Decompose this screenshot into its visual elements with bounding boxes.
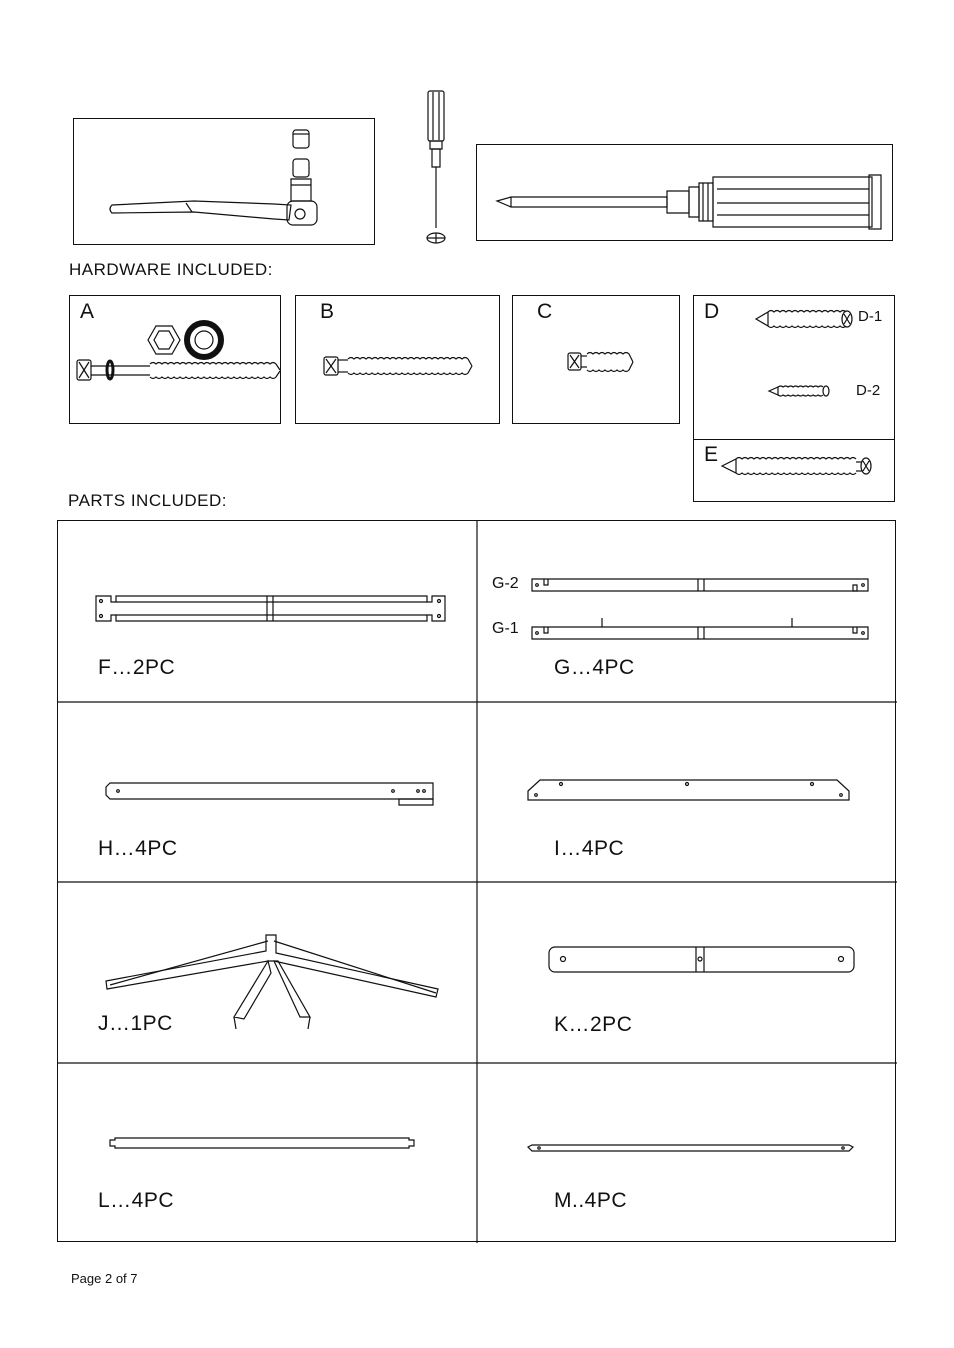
part-label-m: M..4PC bbox=[554, 1189, 628, 1212]
part-label-f: F…2PC bbox=[98, 656, 176, 679]
tool-box-screwdriver bbox=[476, 144, 893, 241]
bolt-c-icon bbox=[513, 296, 681, 425]
hardware-box-b bbox=[295, 295, 500, 424]
hardware-heading: HARDWARE INCLUDED: bbox=[69, 260, 273, 279]
bolt-with-nut-and-washer-icon bbox=[70, 296, 282, 425]
part-label-i: I…4PC bbox=[554, 837, 625, 860]
hardware-letter-a: A bbox=[80, 300, 95, 323]
page-number: Page 2 of 7 bbox=[71, 1271, 138, 1286]
part-label-k: K…2PC bbox=[554, 1013, 633, 1036]
part-sub-g1: G-1 bbox=[492, 620, 519, 637]
part-label-h: H…4PC bbox=[98, 837, 178, 860]
hardware-box-a bbox=[69, 295, 281, 424]
wood-screws-d-icon bbox=[694, 296, 896, 441]
hardware-letter-e: E bbox=[704, 443, 719, 466]
parts-heading: PARTS INCLUDED: bbox=[68, 491, 227, 510]
part-label-l: L…4PC bbox=[98, 1189, 175, 1212]
part-m-rod-icon bbox=[58, 521, 897, 1243]
wood-screw-e-icon bbox=[694, 440, 896, 503]
part-label-j: J…1PC bbox=[98, 1012, 173, 1035]
hardware-sub-d2: D-2 bbox=[856, 382, 881, 399]
hardware-box-c bbox=[512, 295, 680, 424]
part-label-g: G…4PC bbox=[554, 656, 635, 679]
parts-grid bbox=[57, 520, 896, 1242]
hardware-sub-d1: D-1 bbox=[858, 308, 883, 325]
bolt-b-icon bbox=[296, 296, 501, 425]
part-sub-g2: G-2 bbox=[492, 575, 519, 592]
hardware-letter-b: B bbox=[320, 300, 335, 323]
screwdriver-large-icon bbox=[477, 145, 894, 242]
hardware-box-d bbox=[693, 295, 895, 440]
hardware-box-e bbox=[693, 439, 895, 502]
hardware-letter-d: D bbox=[704, 300, 720, 323]
hardware-letter-c: C bbox=[537, 300, 553, 323]
